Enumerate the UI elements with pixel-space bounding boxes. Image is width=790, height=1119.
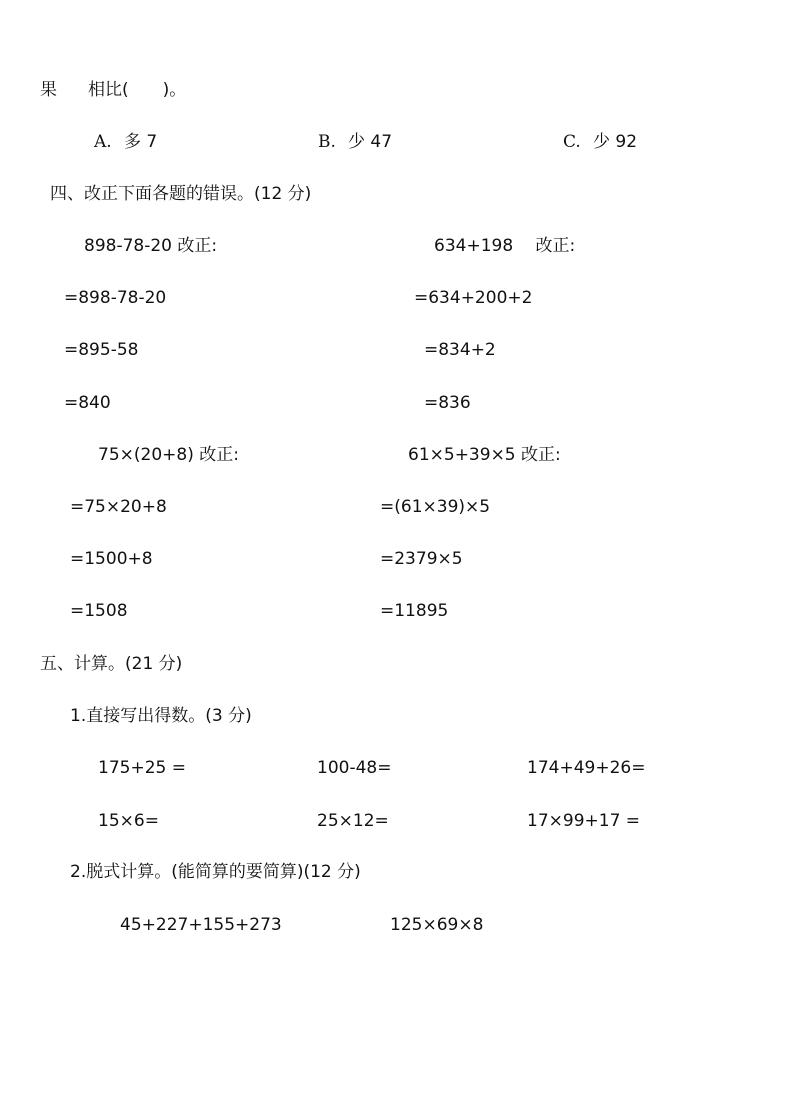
- option-a-text: 多 7: [124, 132, 158, 152]
- mental-calc-6: 17×99+17 =: [527, 811, 641, 831]
- stepwise-calc-2: 125×69×8: [390, 915, 484, 935]
- problem3-step3: =1508: [70, 601, 128, 621]
- part1-title: 1.直接写出得数。(3 分): [70, 706, 252, 726]
- problem2-step3: =836: [424, 393, 471, 413]
- problem4-step2: =2379×5: [380, 549, 463, 569]
- problem1-step1: =898-78-20: [64, 288, 167, 308]
- mental-calc-4: 15×6=: [98, 811, 159, 831]
- option-b-text: 少 47: [348, 132, 393, 152]
- problem3-step1: =75×20+8: [70, 497, 167, 517]
- part2-title: 2.脱式计算。(能简算的要简算)(12 分): [70, 862, 361, 882]
- question-tail-text: 相比( )。: [88, 80, 187, 100]
- problem2-expression: 634+198 改正:: [434, 236, 576, 256]
- stepwise-calc-1: 45+227+155+273: [120, 915, 282, 935]
- mental-calc-1: 175+25 =: [98, 758, 186, 778]
- problem3-expression: 75×(20+8) 改正:: [98, 445, 239, 465]
- problem4-step3: =11895: [380, 601, 449, 621]
- problem3-step2: =1500+8: [70, 549, 153, 569]
- section4-title: 四、改正下面各题的错误。(12 分): [50, 184, 312, 204]
- problem4-expression: 61×5+39×5 改正:: [408, 445, 561, 465]
- option-b-letter: B.: [318, 132, 336, 152]
- mental-calc-5: 25×12=: [317, 811, 389, 831]
- problem1-step3: =840: [64, 393, 111, 413]
- mental-calc-2: 100-48=: [317, 758, 392, 778]
- problem2-step2: =834+2: [424, 340, 496, 360]
- option-c-text: 少 92: [593, 132, 638, 152]
- question-tail-char: 果: [40, 80, 57, 100]
- problem4-step1: =(61×39)×5: [380, 497, 491, 517]
- problem1-expression: 898-78-20 改正:: [84, 236, 218, 256]
- option-c-letter: C.: [563, 132, 581, 152]
- section5-title: 五、计算。(21 分): [40, 654, 183, 674]
- mental-calc-3: 174+49+26=: [527, 758, 646, 778]
- option-a-letter: A.: [94, 132, 112, 152]
- problem2-step1: =634+200+2: [414, 288, 533, 308]
- problem1-step2: =895-58: [64, 340, 139, 360]
